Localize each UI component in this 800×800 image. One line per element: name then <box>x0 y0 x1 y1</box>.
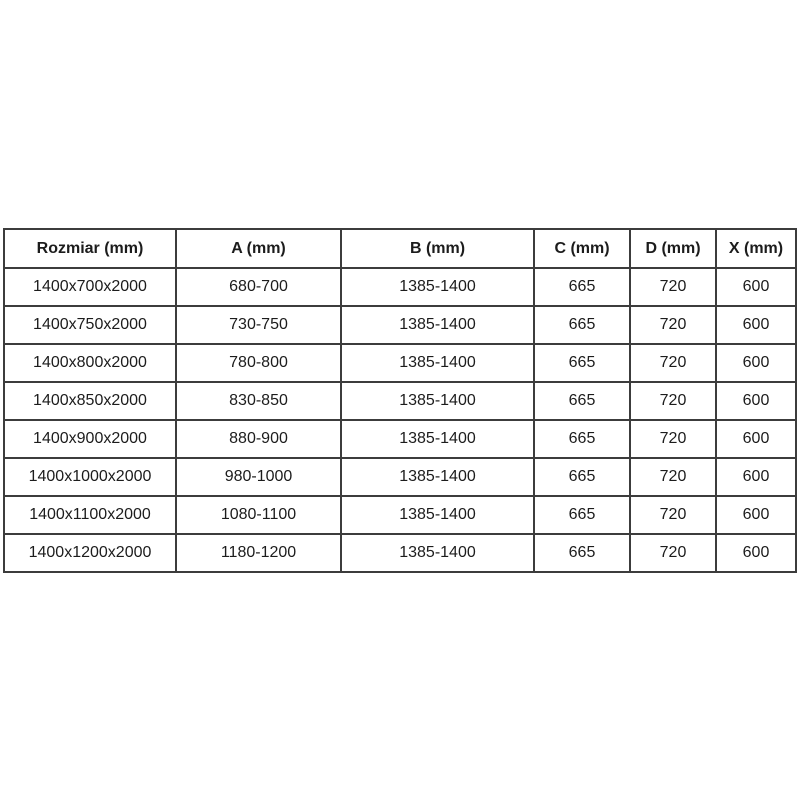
table-cell: 980-1000 <box>176 458 341 496</box>
table-cell: 665 <box>534 534 630 572</box>
table-cell: 720 <box>630 344 716 382</box>
table-cell: 665 <box>534 306 630 344</box>
table-row <box>4 306 796 344</box>
table-cell: 1385-1400 <box>341 534 534 572</box>
table-cell: 600 <box>716 496 796 534</box>
table-cell: 600 <box>716 268 796 306</box>
table-cell: 730-750 <box>176 306 341 344</box>
table-row <box>4 268 796 306</box>
table-row <box>4 534 796 572</box>
table-cell: 1385-1400 <box>341 496 534 534</box>
table-cell: 720 <box>630 306 716 344</box>
table-cell: 1385-1400 <box>341 306 534 344</box>
table-cell: 665 <box>534 458 630 496</box>
table-cell: 665 <box>534 344 630 382</box>
header-row <box>4 229 796 268</box>
table-cell: 600 <box>716 458 796 496</box>
size-spec-table <box>3 228 797 573</box>
table-cell: 1400x900x2000 <box>4 420 176 458</box>
header-cell-a: A (mm) <box>176 229 341 268</box>
table-cell: 1400x1000x2000 <box>4 458 176 496</box>
table-cell: 720 <box>630 382 716 420</box>
table-cell: 600 <box>716 534 796 572</box>
table-cell: 680-700 <box>176 268 341 306</box>
table-row <box>4 382 796 420</box>
table-cell: 600 <box>716 344 796 382</box>
header-cell-b: B (mm) <box>341 229 534 268</box>
size-spec-table-container <box>3 228 797 573</box>
table-cell: 1385-1400 <box>341 344 534 382</box>
table-cell: 665 <box>534 382 630 420</box>
table-cell: 720 <box>630 420 716 458</box>
header-cell-x: X (mm) <box>716 229 796 268</box>
table-cell: 1385-1400 <box>341 458 534 496</box>
table-cell: 720 <box>630 534 716 572</box>
table-cell: 1385-1400 <box>341 420 534 458</box>
table-cell: 720 <box>630 268 716 306</box>
table-cell: 780-800 <box>176 344 341 382</box>
header-cell-c: C (mm) <box>534 229 630 268</box>
table-cell: 1400x750x2000 <box>4 306 176 344</box>
table-cell: 665 <box>534 268 630 306</box>
table-row <box>4 496 796 534</box>
table-cell: 665 <box>534 496 630 534</box>
table-cell: 600 <box>716 382 796 420</box>
table-cell: 720 <box>630 458 716 496</box>
table-cell: 720 <box>630 496 716 534</box>
table-cell: 600 <box>716 420 796 458</box>
header-cell-rozmiar: Rozmiar (mm) <box>4 229 176 268</box>
table-row <box>4 344 796 382</box>
table-cell: 1400x850x2000 <box>4 382 176 420</box>
table-cell: 1400x1100x2000 <box>4 496 176 534</box>
table-row <box>4 420 796 458</box>
header-cell-d: D (mm) <box>630 229 716 268</box>
table-cell: 600 <box>716 306 796 344</box>
table-cell: 1080-1100 <box>176 496 341 534</box>
table-cell: 1400x700x2000 <box>4 268 176 306</box>
table-cell: 1400x800x2000 <box>4 344 176 382</box>
table-cell: 665 <box>534 420 630 458</box>
table-row <box>4 458 796 496</box>
table-cell: 1180-1200 <box>176 534 341 572</box>
table-cell: 1385-1400 <box>341 268 534 306</box>
table-cell: 880-900 <box>176 420 341 458</box>
table-cell: 830-850 <box>176 382 341 420</box>
table-cell: 1385-1400 <box>341 382 534 420</box>
table-cell: 1400x1200x2000 <box>4 534 176 572</box>
